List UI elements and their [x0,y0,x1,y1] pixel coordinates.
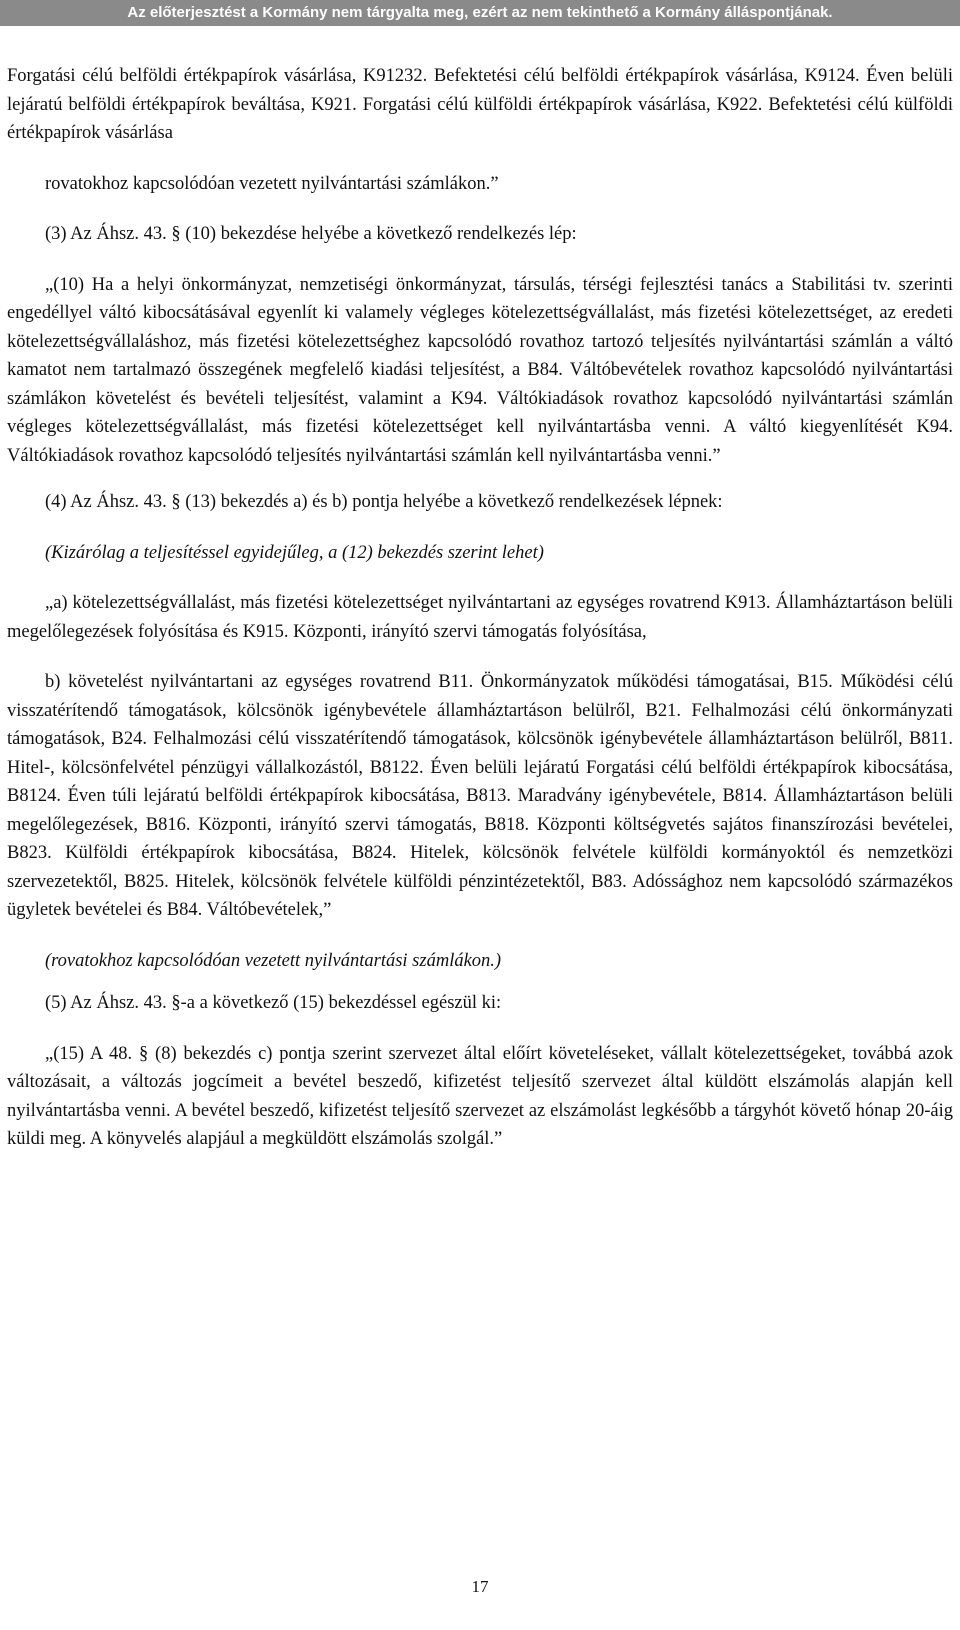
page-number: 17 [471,1577,489,1596]
paragraph-amendment-5: (5) Az Áhsz. 43. §-a a következő (15) bekezdéssel egészül ki: [45,993,502,1013]
paragraph-point-b: b) követelést nyilvántartani az egységes rovatrend B11. Önkormányzatok működési támogatásai, B15. Működési célú visszatérítendő támogatások, kölcsönök igénybevétele államháztartáson belülről, B21. Felhalmozási célú önkormányzati támogatások, B24. Felhalmozási célú visszatérítendő támogatások, kölcsönök igénybevétele államháztartáson belülről, B811. Hitel-, kölcsönfelvétel pénzügyi vállalkozástól, B8122. Éven belüli lejáratú Forgatási célú belföldi értékpapírok kibocsátása, B8124. Éven túli lejáratú belföldi értékpapírok kibocsátása, B813. Maradvány igénybevétele, B814. Államháztartáson belüli megelőlegezések, B816. Központi, irányító szervi támogatás, B818. Központi költségvetés sajátos finanszírozási bevételei, B823. Külföldi értékpapírok kibocsátása, B824. Hitelek, kölcsönök felvétele külföldi kormányoktól és nemzetközi szervezetektől, B825. Hitelek, kölcsönök felvétele külföldi pénzintézetektől, B83. Adóssághoz nem kapcsolódó származékos ügyletek bevételei és B84. Váltóbevételek,” [7,672,953,920]
paragraph-italic-accounts: (rovatokhoz kapcsolódóan vezetett nyilvántartási számlákon.) [45,950,502,971]
document-body [7,62,953,1154]
paragraph-italic-condition: (Kizárólag a teljesítéssel egyidejűleg, a (12) bekezdés szerint lehet) [45,542,544,563]
paragraph-point-a: „a) kötelezettségvállalást, más fizetési kötelezettséget nyilvántartani az egységes rovatrend K913. Államháztartáson belüli megelőlegezések folyósítása és K915. Központi, irányító szervi támogatás folyósítása, [7,593,953,642]
paragraph-accounts-closing: rovatokhoz kapcsolódóan vezetett nyilvántartási számlákon.” [45,173,499,194]
header-notice: Az előterjesztést a Kormány nem tárgyalta meg, ezért az nem tekinthető a Kormány álláspontjának. [0,0,960,26]
paragraph-provision-15: „(15) A 48. § (8) bekezdés c) pontja szerint szervezet által előírt követeléseket, vállalt kötelezettségeket, továbbá azok változásait, a változás jogcímeit a bevétel beszedő, kifizetést teljesítő szervezet által küldött elszámolás alapján kell nyilvántartásba venni. A bevétel beszedő, kifizetést teljesítő szervezet az elszámolást legkésőbb a tárgyhót követő hónap 20-áig küldi meg. A könyvelés alapjául a megküldött elszámolás szolgál.” [7,1043,953,1149]
paragraph-amendment-4: (4) Az Áhsz. 43. § (13) bekezdés a) és b) pontja helyébe a következő rendelkezések lépnek: [45,492,723,512]
paragraph-securities-list: Forgatási célú belföldi értékpapírok vásárlása, K91232. Befektetési célú belföldi értékpapírok vásárlása, K9124. Éven belüli lejáratú belföldi értékpapírok beváltása, K921. Forgatási célú külföldi értékpapírok vásárlása, K922. Befektetési célú külföldi értékpapírok vásárlása [7,66,953,143]
paragraph-amendment-3: (3) Az Áhsz. 43. § (10) bekezdése helyébe a következő rendelkezés lép: [45,224,577,244]
paragraph-provision-10: „(10) Ha a helyi önkormányzat, nemzetiségi önkormányzat, társulás, térségi fejlesztési tanács a Stabilitási tv. szerinti engedéllyel váltó kibocsátásával egyenlít ki valamely végleges kötelezettségvállalást, más fizetési kötelezettséget, az eredeti kötelezettségvállaláshoz, más fizetési kötelezettséghez kapcsolódó rovathoz tartozó teljesítés nyilvántartási számlán a váltó kamatot nem tartalmazó összegének megfelelő kiadási teljesítést, a B84. Váltóbevételek rovathoz kapcsolódó nyilvántartási számlákon követelést és bevételi teljesítést, valamint a K94. Váltókiadások rovathoz kapcsolódó nyilvántartási számlán végleges kötelezettségvállalást, más fizetési kötelezettséget kell nyilvántartásba venni. A váltó kiegyenlítését K94. Váltókiadások rovathoz kapcsolódó teljesítés nyilvántartási számlán kell nyilvántartásba venni.” [7,274,953,466]
